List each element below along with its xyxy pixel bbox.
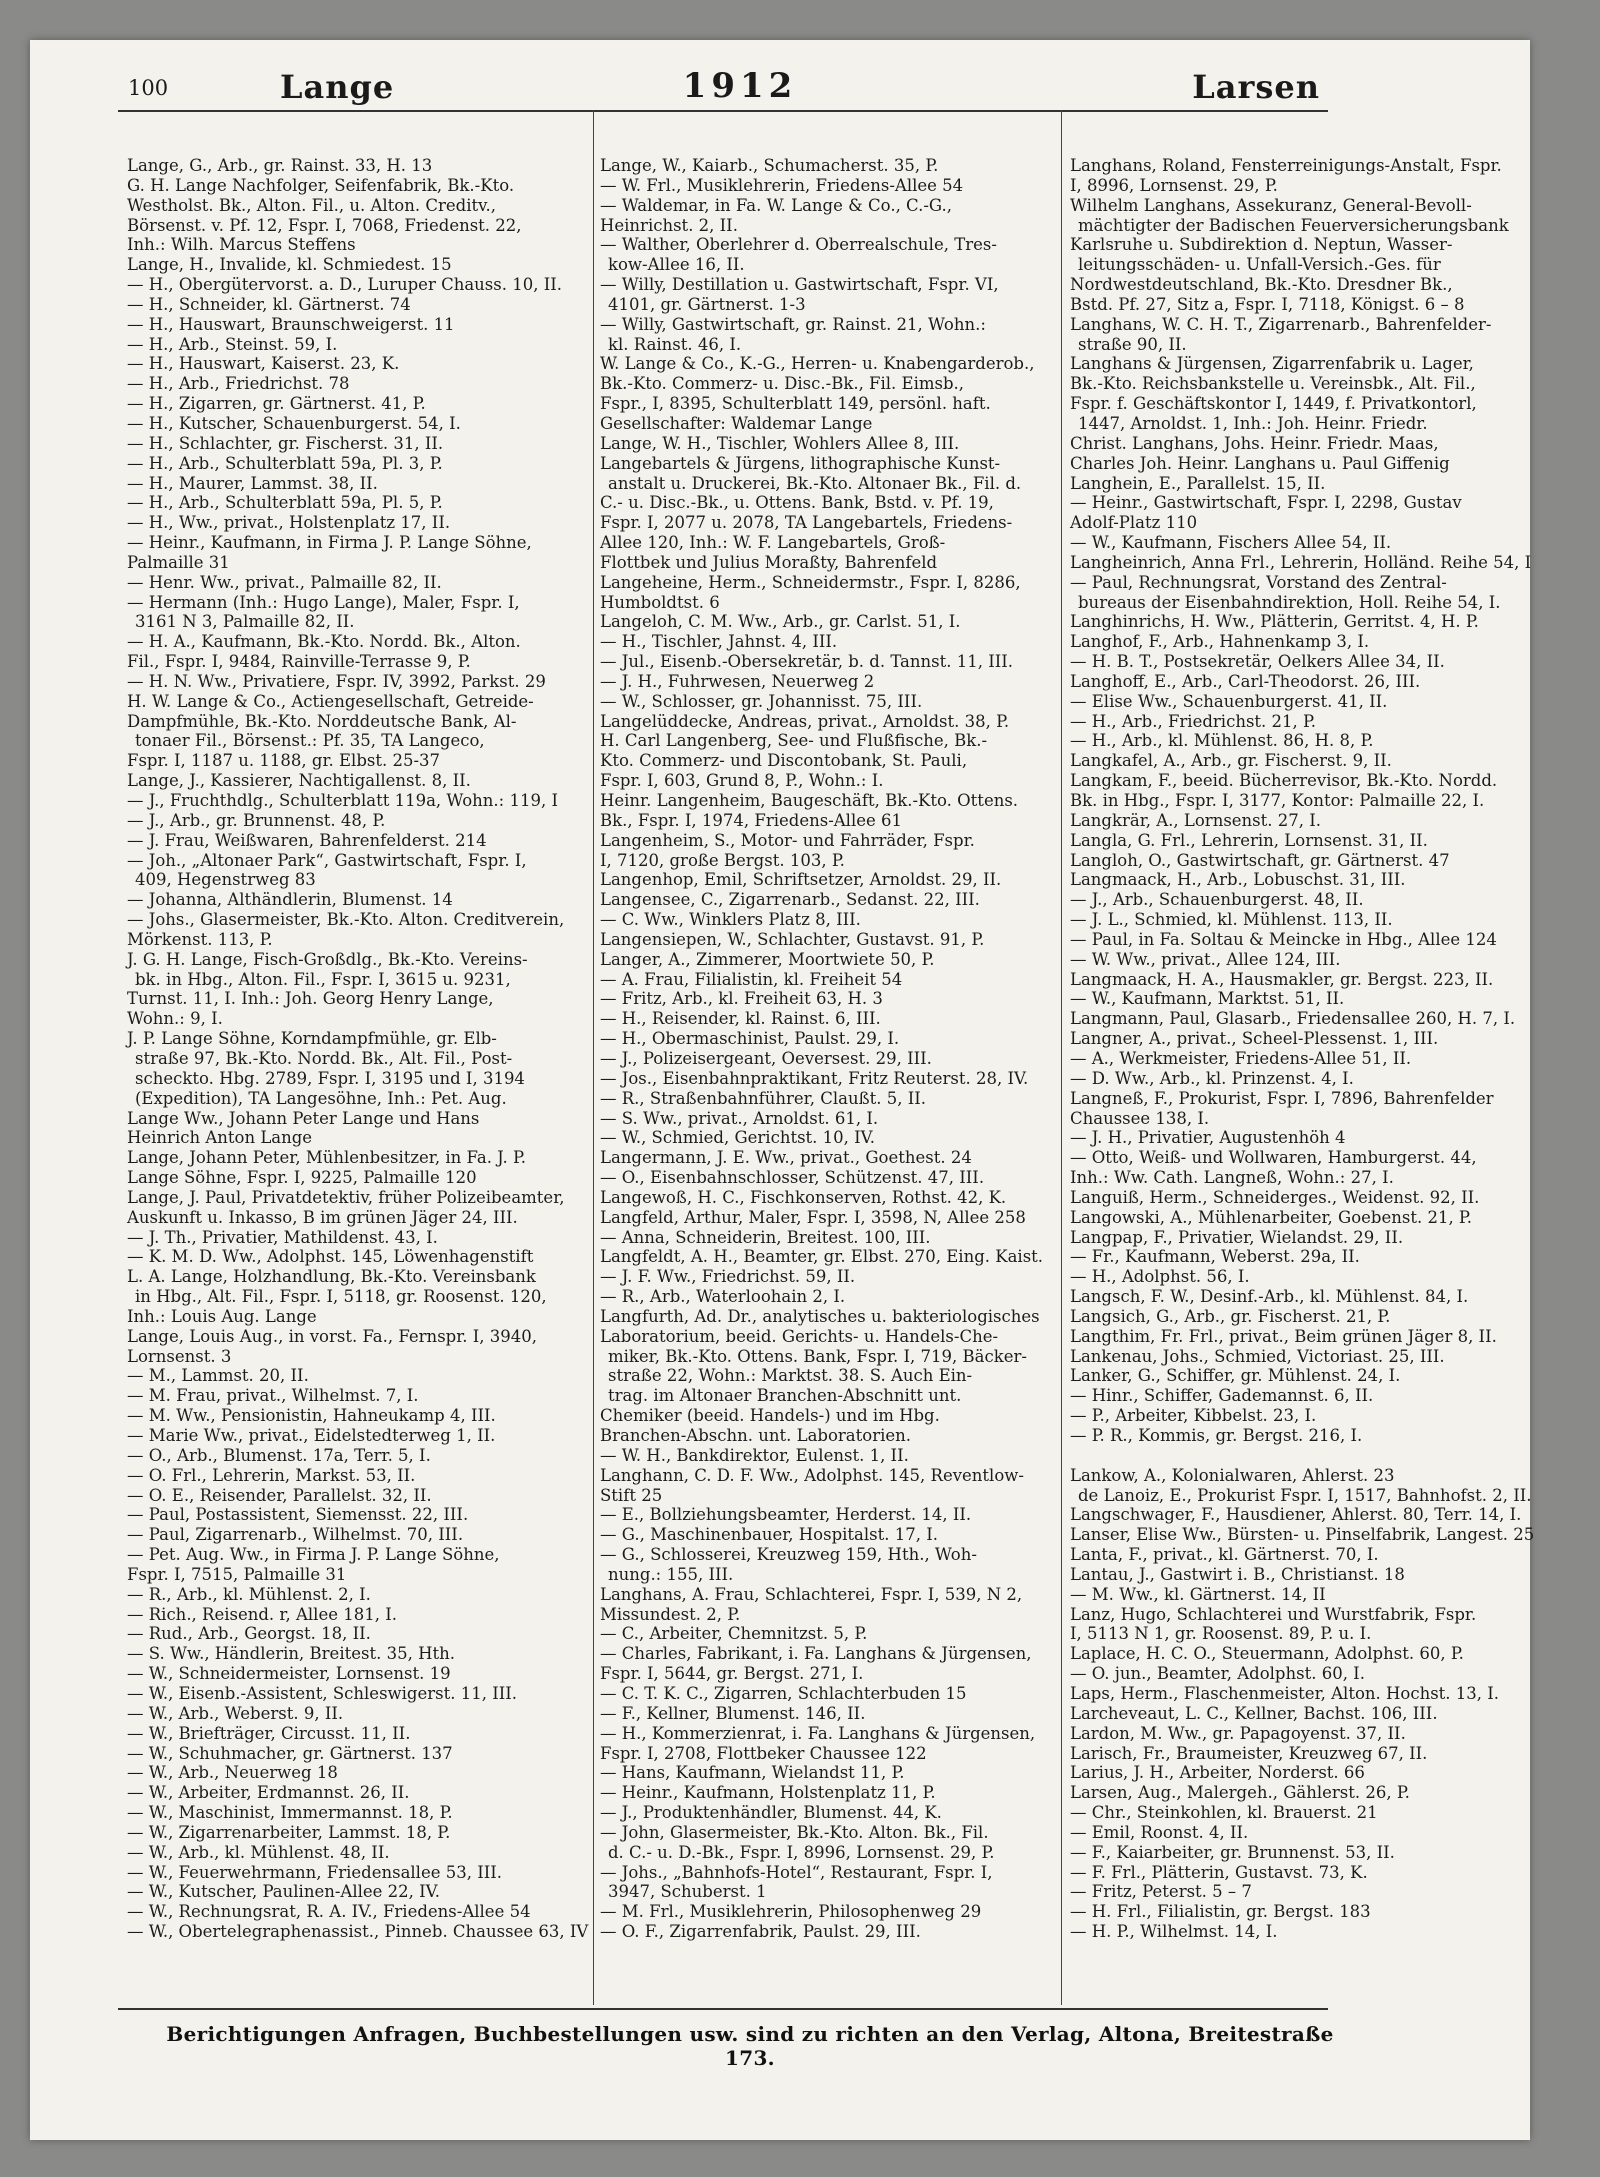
directory-line: — H., Maurer, Lammst. 38, II. — [127, 473, 378, 493]
directory-line: Auskunft u. Inkasso, B im grünen Jäger 24, III. — [127, 1207, 518, 1227]
directory-line: Charles Joh. Heinr. Langhans u. Paul Giffenig — [1070, 453, 1450, 473]
directory-line: — H., Schneider, kl. Gärtnerst. 74 — [127, 294, 411, 314]
directory-line: straße 97, Bk.-Kto. Nordd. Bk., Alt. Fil., Post- — [135, 1048, 513, 1068]
directory-line: — J. F. Ww., Friedrichst. 59, II. — [600, 1267, 856, 1287]
directory-line: — D. Ww., Arb., kl. Prinzenst. 4, I. — [1070, 1068, 1354, 1088]
directory-line: Lanser, Elise Ww., Bürsten- u. Pinselfabrik, Langest. 25 — [1070, 1525, 1535, 1545]
directory-line: Laps, Herm., Flaschenmeister, Alton. Hochst. 13, I. — [1070, 1683, 1500, 1703]
directory-line: miker, Bk.-Kto. Ottens. Bank, Fspr. I, 719, Bäcker- — [608, 1346, 1027, 1366]
directory-line: — Waldemar, in Fa. W. Lange & Co., C.-G., — [600, 195, 952, 215]
directory-line: I, 8996, Lornsenst. 29, P. — [1070, 175, 1278, 195]
directory-line: — H., Arb., Friedrichst. 21, P. — [1070, 711, 1317, 731]
directory-line: J. G. H. Lange, Fisch-Großdlg., Bk.-Kto. Vereins- — [127, 949, 528, 969]
directory-line: — H., Zigarren, gr. Gärtnerst. 41, P. — [127, 394, 426, 414]
directory-line: Chaussee 138, I. — [1070, 1108, 1210, 1128]
directory-line: — W., Schneidermeister, Lornsenst. 19 — [127, 1664, 451, 1684]
directory-line: trag. im Altonaer Branchen-Abschnitt unt. — [608, 1386, 962, 1406]
directory-line: — W., Rechnungsrat, R. A. IV., Friedens-Allee 54 — [127, 1902, 531, 1922]
directory-line — [1070, 1446, 1332, 1466]
directory-line: — Johs., Glasermeister, Bk.-Kto. Alton. Creditverein, — [127, 910, 565, 930]
page-header — [120, 62, 1320, 106]
directory-line: — Jos., Eisenbahnpraktikant, Fritz Reuterst. 28, IV. — [600, 1068, 1029, 1088]
directory-line: Heinrich Anton Lange — [127, 1128, 313, 1148]
directory-line: — P., Arbeiter, Kibbelst. 23, I. — [1070, 1406, 1317, 1426]
directory-line: straße 90, II. — [1078, 334, 1187, 354]
directory-line: Languiß, Herm., Schneiderges., Weidenst. 92, II. — [1070, 1187, 1480, 1207]
directory-line: Bk., Fspr. I, 1974, Friedens-Allee 61 — [600, 810, 903, 830]
directory-line: Stift 25 — [600, 1485, 663, 1505]
directory-line: — O., Arb., Blumenst. 17a, Terr. 5, I. — [127, 1445, 431, 1465]
directory-line: Larsen, Aug., Malergeh., Gählerst. 26, P. — [1070, 1783, 1410, 1803]
directory-line: Lange, J. Paul, Privatdetektiv, früher Polizeibeamter, — [127, 1187, 565, 1207]
directory-line: — Heinr., Kaufmann, in Firma J. P. Lange Söhne, — [127, 533, 532, 553]
header-rule — [118, 110, 1328, 112]
directory-line: — W., Feuerwehrmann, Friedensallee 53, III. — [127, 1862, 503, 1882]
directory-line: Inh.: Louis Aug. Lange — [127, 1306, 317, 1326]
directory-line: Langloh, O., Gastwirtschaft, gr. Gärtnerst. 47 — [1070, 850, 1450, 870]
directory-line: I, 5113 N 1, gr. Roosenst. 89, P. u. I. — [1070, 1624, 1372, 1644]
directory-line: Heinr. Langenheim, Baugeschäft, Bk.-Kto. Ottens. — [600, 791, 1019, 810]
directory-line: Langhans, Roland, Fensterreinigungs-Anstalt, Fspr. — [1070, 156, 1502, 175]
directory-line: Karlsruhe u. Subdirektion d. Neptun, Wasser- — [1070, 235, 1453, 255]
directory-line: — J. Frau, Weißwaren, Bahrenfelderst. 214 — [127, 830, 487, 850]
directory-line: — W. Ww., privat., Allee 124, III. — [1070, 949, 1341, 969]
directory-line: — W., Briefträger, Circusst. 11, II. — [127, 1723, 411, 1743]
directory-line: — J. Th., Privatier, Mathildenst. 43, I. — [127, 1227, 438, 1247]
directory-line: — O., Eisenbahnschlosser, Schützenst. 47, III. — [600, 1168, 985, 1188]
directory-line: — W., Arb., kl. Mühlenst. 48, II. — [127, 1842, 390, 1862]
publisher-note: Berichtigungen Anfragen, Buchbestellungen usw. sind zu richten an den Verlag, Altona, Breitestraße 173. — [166, 2022, 1334, 2070]
directory-line: Langheinrich, Anna Frl., Lehrerin, Holländ. Reihe 54, I — [1070, 552, 1532, 572]
directory-line: — Hans, Kaufmann, Wielandst 11, P. — [600, 1763, 905, 1783]
directory-line: Langhein, E., Parallelst. 15, II. — [1070, 473, 1326, 493]
directory-line: — C. Ww., Winklers Platz 8, III. — [600, 910, 861, 930]
directory-line: — Heinr., Kaufmann, Holstenplatz 11, P. — [600, 1783, 936, 1803]
directory-line: Langhoff, E., Arb., Carl-Theodorst. 26, III. — [1070, 671, 1421, 691]
directory-line: Lange, W. H., Tischler, Wohlers Allee 8, III. — [600, 433, 960, 453]
directory-line: Bk.-Kto. Reichsbankstelle u. Vereinsbk., Alt. Fil., — [1070, 374, 1476, 394]
directory-line: Larisch, Fr., Braumeister, Kreuzweg 67, II. — [1070, 1743, 1428, 1763]
directory-line: — Paul, Rechnungsrat, Vorstand des Zentral- — [1070, 572, 1447, 592]
directory-line: Turnst. 11, I. Inh.: Joh. Georg Henry Lange, — [127, 989, 494, 1009]
directory-line: 3947, Schuberst. 1 — [608, 1882, 767, 1902]
directory-line: — H., Hauswart, Braunschweigerst. 11 — [127, 314, 455, 334]
directory-line: — W., Schuhmacher, gr. Gärtnerst. 137 — [127, 1743, 453, 1763]
directory-line: — W. Frl., Musiklehrerin, Friedens-Allee 54 — [600, 175, 964, 195]
directory-line: Langneß, F., Prokurist, Fspr. I, 7896, Bahrenfelder — [1070, 1088, 1494, 1108]
directory-line: — Walther, Oberlehrer d. Oberrealschule, Tres- — [600, 235, 997, 255]
directory-line: H. Carl Langenberg, See- und Flußfische, Bk.- — [600, 731, 988, 751]
directory-line: Langla, G. Frl., Lehrerin, Lornsenst. 31, II. — [1070, 830, 1428, 850]
directory-line: — W. H., Bankdirektor, Eulenst. 1, II. — [600, 1445, 909, 1465]
directory-line: — Paul, Zigarrenarb., Wilhelmst. 70, III. — [127, 1525, 464, 1545]
directory-line: — H., Arb., Schulterblatt 59a, Pl. 5, P. — [127, 493, 443, 513]
directory-line: — Fritz, Arb., kl. Freiheit 63, H. 3 — [600, 989, 883, 1009]
directory-line: Lange, J., Kassierer, Nachtigallenst. 8, II. — [127, 771, 471, 791]
directory-line: — H. B. T., Postsekretär, Oelkers Allee 34, II. — [1070, 652, 1445, 672]
directory-line: — H., Schlachter, gr. Fischerst. 31, II. — [127, 433, 444, 453]
directory-line: — Heinr., Gastwirtschaft, Fspr. I, 2298, Gustav — [1070, 493, 1462, 513]
directory-line: — H. Frl., Filialistin, gr. Bergst. 183 — [1070, 1902, 1371, 1922]
directory-line: 3161 N 3, Palmaille 82, II. — [135, 612, 355, 632]
directory-line: — W., Arbeiter, Erdmannst. 26, II. — [127, 1783, 410, 1803]
directory-line: — Fritz, Peterst. 5 – 7 — [1070, 1882, 1252, 1902]
directory-line: — Jul., Eisenb.-Obersekretär, b. d. Tannst. 11, III. — [600, 652, 1014, 672]
directory-line: — A., Werkmeister, Friedens-Allee 51, II. — [1070, 1048, 1412, 1068]
directory-line: — H. P., Wilhelmst. 14, I. — [1070, 1922, 1278, 1942]
directory-line: Adolf-Platz 110 — [1070, 513, 1198, 533]
directory-line: — E., Bollziehungsbeamter, Herderst. 14, II. — [600, 1505, 972, 1525]
directory-line: — Emil, Roonst. 4, II. — [1070, 1822, 1249, 1842]
directory-line: Langkam, F., beeid. Bücherrevisor, Bk.-Kto. Nordd. — [1070, 771, 1498, 791]
directory-line: de Lanoiz, E., Prokurist Fspr. I, 1517, Bahnhofst. 2, II. — [1078, 1485, 1532, 1505]
directory-line: — H., Reisender, kl. Rainst. 6, III. — [600, 1009, 881, 1029]
directory-line: Lange, Johann Peter, Mühlenbesitzer, in Fa. J. P. — [127, 1148, 527, 1168]
directory-line: Allee 120, Inh.: W. F. Langebartels, Groß- — [600, 533, 946, 553]
directory-line: leitungsschäden- u. Unfall-Versich.-Ges. für — [1078, 255, 1441, 275]
directory-line: — H., Arb., Steinst. 59, I. — [127, 334, 338, 354]
directory-line: Langthim, Fr. Frl., privat., Beim grünen Jäger 8, II. — [1070, 1326, 1497, 1346]
directory-line: Langner, A., privat., Scheel-Plessenst. 1, III. — [1070, 1029, 1439, 1049]
directory-line: — Fr., Kaufmann, Weberst. 29a, II. — [1070, 1247, 1360, 1267]
directory-line: — J. H., Fuhrwesen, Neuerweg 2 — [600, 671, 875, 691]
directory-line: — J., Fruchthdlg., Schulterblatt 119a, Wohn.: 119, I — [127, 791, 558, 810]
directory-line: Fspr. I, 1187 u. 1188, gr. Elbst. 25-37 — [127, 751, 441, 771]
directory-line: Langschwager, F., Hausdiener, Ahlerst. 80, Terr. 14, I. — [1070, 1505, 1522, 1525]
directory-line: Lange, G., Arb., gr. Rainst. 33, H. 13 — [127, 156, 433, 175]
directory-line: Langsch, F. W., Desinf.-Arb., kl. Mühlenst. 84, I. — [1070, 1287, 1469, 1307]
directory-line: — W., Zigarrenarbeiter, Lammst. 18, P. — [127, 1822, 451, 1842]
directory-line: — S. Ww., Händlerin, Breitest. 35, Hth. — [127, 1644, 455, 1664]
directory-line: Langmaack, H., Arb., Lobuschst. 31, III. — [1070, 870, 1406, 890]
directory-line: — Charles, Fabrikant, i. Fa. Langhans & Jürgensen, — [600, 1644, 1032, 1664]
directory-line: — J., Produktenhändler, Blumenst. 44, K. — [600, 1803, 942, 1823]
directory-line: — H. N. Ww., Privatiere, Fspr. IV, 3992, Parkst. 29 — [127, 671, 546, 691]
directory-line: — O. jun., Beamter, Adolphst. 60, I. — [1070, 1664, 1365, 1684]
directory-line: — H., Tischler, Jahnst. 4, III. — [600, 632, 838, 652]
directory-line: — W., Kaufmann, Marktst. 51, II. — [1070, 989, 1345, 1009]
directory-line: Humboldtst. 6 — [600, 592, 720, 612]
directory-line: — W., Kutscher, Paulinen-Allee 22, IV. — [127, 1882, 440, 1902]
directory-line: — O. Frl., Lehrerin, Markst. 53, II. — [127, 1465, 416, 1485]
directory-line: — Anna, Schneiderin, Breitest. 100, III. — [600, 1227, 931, 1247]
directory-line: — W., Arb., Weberst. 9, II. — [127, 1703, 344, 1723]
directory-line: Langewoß, H. C., Fischkonserven, Rothst. 42, K. — [600, 1187, 1007, 1207]
directory-line: Palmaille 31 — [127, 552, 230, 572]
header-left-keyword: Lange — [280, 68, 395, 106]
directory-line: kow-Allee 16, II. — [608, 255, 745, 275]
directory-line: — M. Frl., Musiklehrerin, Philosophenweg 29 — [600, 1902, 982, 1922]
directory-line: — P. R., Kommis, gr. Bergst. 216, I. — [1070, 1426, 1363, 1445]
directory-line: — H., Obermaschinist, Paulst. 29, I. — [600, 1029, 900, 1049]
directory-line: — F., Kellner, Blumenst. 146, II. — [600, 1703, 866, 1723]
directory-line: — J., Arb., gr. Brunnenst. 48, P. — [127, 810, 386, 830]
directory-line: Chemiker (beeid. Handels-) und im Hbg. — [600, 1406, 940, 1426]
directory-line: — H., Kommerzienrat, i. Fa. Langhans & Jürgensen, — [600, 1723, 1036, 1743]
directory-line: Nordwestdeutschland, Bk.-Kto. Dresdner Bk., — [1070, 275, 1453, 295]
directory-line: Laboratorium, beeid. Gerichts- u. Handels-Che- — [600, 1326, 999, 1346]
directory-line: — Paul, Postassistent, Siemensst. 22, III. — [127, 1505, 469, 1525]
header-right-keyword: Larsen — [1192, 68, 1320, 106]
directory-line: Langowski, A., Mühlenarbeiter, Goebenst. 21, P. — [1070, 1207, 1472, 1227]
directory-line: — Hinr., Schiffer, Gademannst. 6, II. — [1070, 1386, 1374, 1406]
directory-line: Lankenau, Johs., Schmied, Victoriast. 25, III. — [1070, 1346, 1445, 1366]
directory-line: — H., Arb., Friedrichst. 78 — [127, 374, 350, 394]
directory-line: Langensiepen, W., Schlachter, Gustavst. 91, P. — [600, 929, 985, 949]
directory-line: — S. Ww., privat., Arnoldst. 61, I. — [600, 1108, 879, 1128]
directory-line: Langhans & Jürgensen, Zigarrenfabrik u. Lager, — [1070, 354, 1474, 374]
directory-line: — W., Kaufmann, Fischers Allee 54, II. — [1070, 533, 1392, 553]
directory-line: mächtigter der Badischen Feuerversicherungsbank — [1078, 215, 1509, 235]
directory-line: — H., Arb., kl. Mühlenst. 86, H. 8, P. — [1070, 731, 1374, 751]
directory-line: Flottbek und Julius Moraßty, Bahrenfeld — [600, 552, 938, 572]
directory-line: Langhof, F., Arb., Hahnenkamp 3, I. — [1070, 632, 1370, 652]
directory-line: — M., Lammst. 20, II. — [127, 1366, 309, 1386]
directory-line: bk. in Hbg., Alton. Fil., Fspr. I, 3615 u. 9231, — [135, 969, 511, 989]
directory-line: — Paul, in Fa. Soltau & Meincke in Hbg., Allee 124 — [1070, 929, 1497, 949]
column-divider-1 — [593, 110, 594, 2005]
directory-line: — Johanna, Althändlerin, Blumenst. 14 — [127, 890, 453, 910]
directory-line: nung.: 155, III. — [608, 1564, 734, 1584]
column-1 — [127, 156, 587, 1942]
directory-line: — M. Frau, privat., Wilhelmst. 7, I. — [127, 1386, 419, 1406]
directory-line: Kto. Commerz- und Discontobank, St. Pauli, — [600, 751, 968, 771]
directory-line: Langensee, C., Zigarrenarb., Sedanst. 22, III. — [600, 890, 980, 910]
directory-line: anstalt u. Druckerei, Bk.-Kto. Altonaer Bk., Fil. d. — [608, 473, 1022, 493]
directory-line: Wohn.: 9, I. — [127, 1009, 223, 1029]
directory-line: Fspr. I, 7515, Palmaille 31 — [127, 1564, 347, 1584]
directory-line: Langfurth, Ad. Dr., analytisches u. bakteriologisches — [600, 1306, 1040, 1326]
directory-line: Fspr. I, 2077 u. 2078, TA Langebartels, Friedens- — [600, 513, 1013, 533]
directory-line: — O. E., Reisender, Parallelst. 32, II. — [127, 1485, 432, 1505]
directory-line: Lange Söhne, Fspr. I, 9225, Palmaille 120 — [127, 1168, 477, 1188]
directory-line: Heinrichst. 2, II. — [600, 215, 738, 235]
directory-line: Inh.: Wilh. Marcus Steffens — [127, 235, 356, 255]
directory-line: — H., Ww., privat., Holstenplatz 17, II. — [127, 513, 451, 533]
directory-line: — K. M. D. Ww., Adolphst. 145, Löwenhagenstift — [127, 1247, 534, 1267]
directory-line: — H., Hauswart, Kaiserst. 23, K. — [127, 354, 400, 374]
directory-line: — Joh., „Altonaer Park“, Gastwirtschaft, Fspr. I, — [127, 850, 527, 870]
directory-line: Langermann, J. E. Ww., privat., Goethest. 24 — [600, 1148, 972, 1168]
directory-line: — R., Arb., Waterloohain 2, I. — [600, 1287, 846, 1307]
directory-line: J. P. Lange Söhne, Korndampfmühle, gr. Elb- — [127, 1029, 497, 1049]
directory-line: C.- u. Disc.-Bk., u. Ottens. Bank, Bstd. v. Pf. 19, — [600, 493, 994, 513]
directory-line: Mörkenst. 113, P. — [127, 929, 273, 949]
directory-line: Langkafel, A., Arb., gr. Fischerst. 9, II. — [1070, 751, 1392, 771]
directory-line: Branchen-Abschn. unt. Laboratorien. — [600, 1426, 911, 1445]
directory-line: Bstd. Pf. 27, Sitz a, Fspr. I, 7118, Königst. 6 – 8 — [1070, 294, 1465, 314]
directory-line: 409, Hegenstrweg 83 — [135, 870, 316, 890]
directory-line: Langhann, C. D. F. Ww., Adolphst. 145, Reventlow- — [600, 1465, 1024, 1485]
directory-line: Langebartels & Jürgens, lithographische Kunst- — [600, 453, 1001, 473]
directory-line: — J. L., Schmied, kl. Mühlenst. 113, II. — [1070, 910, 1393, 930]
directory-line: — H., Arb., Schulterblatt 59a, Pl. 3, P. — [127, 453, 443, 473]
directory-line: Lanta, F., privat., kl. Gärtnerst. 70, I. — [1070, 1545, 1379, 1565]
directory-line: Fspr. f. Geschäftskontor I, 1449, f. Privatkontorl, — [1070, 394, 1477, 414]
directory-line: — Pet. Aug. Ww., in Firma J. P. Lange Söhne, — [127, 1545, 500, 1565]
page-number: 100 — [128, 76, 169, 100]
directory-line: — W., Eisenb.-Assistent, Schleswigerst. 11, III. — [127, 1683, 518, 1703]
directory-line: Langpap, F., Privatier, Wielandst. 29, II. — [1070, 1227, 1404, 1247]
directory-line: Langenhop, Emil, Schriftsetzer, Arnoldst. 29, II. — [600, 870, 1002, 890]
directory-line: — H., Kutscher, Schauenburgerst. 54, I. — [127, 413, 461, 433]
directory-line: Langfeldt, A. H., Beamter, gr. Elbst. 270, Eing. Kaist. — [600, 1247, 1044, 1267]
column-divider-2 — [1061, 110, 1062, 2005]
directory-line: — H., Adolphst. 56, I. — [1070, 1267, 1250, 1287]
directory-line: Langhinrichs, H. Ww., Plätterin, Gerritst. 4, H. P. — [1070, 612, 1479, 632]
directory-line: Bk. in Hbg., Fspr. I, 3177, Kontor: Palmaille 22, I. — [1070, 791, 1485, 810]
directory-line: — F., Kaiarbeiter, gr. Brunnenst. 53, II. — [1070, 1842, 1395, 1862]
header-year: 1912 — [682, 66, 798, 106]
directory-line: straße 22, Wohn.: Marktst. 38. S. Auch Ein- — [608, 1366, 973, 1386]
directory-line: — C. T. K. C., Zigarren, Schlachterbuden 15 — [600, 1683, 967, 1703]
directory-line: — Johs., „Bahnhofs-Hotel“, Restaurant, Fspr. I, — [600, 1862, 993, 1882]
directory-line: Dampfmühle, Bk.-Kto. Norddeutsche Bank, Al- — [127, 711, 517, 731]
directory-line: Langeloh, C. M. Ww., Arb., gr. Carlst. 51, I. — [600, 612, 961, 632]
directory-line: — J. H., Privatier, Augustenhöh 4 — [1070, 1128, 1346, 1148]
directory-line: (Expedition), TA Langesöhne, Inh.: Pet. Aug. — [135, 1088, 507, 1108]
directory-line: Laplace, H. C. O., Steuermann, Adolphst. 60, P. — [1070, 1644, 1464, 1664]
directory-line: Langhans, A. Frau, Schlachterei, Fspr. I, 539, N 2, — [600, 1584, 1023, 1604]
directory-line: Langsich, G., Arb., gr. Fischerst. 21, P. — [1070, 1306, 1391, 1326]
directory-line: Fil., Fspr. I, 9484, Rainville-Terrasse 9, P. — [127, 652, 471, 672]
column-3 — [1070, 156, 1535, 1942]
directory-line: Lange, Louis Aug., in vorst. Fa., Fernspr. I, 3940, — [127, 1326, 538, 1346]
directory-line: Langhans, W. C. H. T., Zigarrenarb., Bahrenfelder- — [1070, 314, 1492, 334]
directory-line: — C., Arbeiter, Chemnitzst. 5, P. — [600, 1624, 868, 1644]
directory-line: — A. Frau, Filialistin, kl. Freiheit 54 — [600, 969, 903, 989]
directory-line: scheckto. Hbg. 2789, Fspr. I, 3195 und I, 3194 — [135, 1068, 525, 1088]
directory-line: Fspr. I, 603, Grund 8, P., Wohn.: I. — [600, 771, 884, 791]
directory-line: — J., Polizeisergeant, Oeversest. 29, III. — [600, 1048, 932, 1068]
directory-line: — J., Arb., Schauenburgerst. 48, II. — [1070, 890, 1364, 910]
directory-line: Fspr. I, 5644, gr. Bergst. 271, I. — [600, 1664, 864, 1684]
directory-line: Fspr. I, 2708, Flottbeker Chaussee 122 — [600, 1743, 927, 1763]
directory-line: I, 7120, große Bergst. 103, P. — [600, 850, 845, 870]
directory-line: — Chr., Steinkohlen, kl. Brauerst. 21 — [1070, 1803, 1378, 1823]
directory-line: L. A. Lange, Holzhandlung, Bk.-Kto. Vereinsbank — [127, 1267, 536, 1287]
directory-line: Langenheim, S., Motor- und Fahrräder, Fspr. — [600, 830, 975, 850]
directory-line: in Hbg., Alt. Fil., Fspr. I, 5118, gr. Roosenst. 120, — [135, 1287, 547, 1307]
directory-line: — W., Obertelegraphenassist., Pinneb. Chaussee 63, IV — [127, 1922, 589, 1942]
directory-line: Langfeld, Arthur, Maler, Fspr. I, 3598, N, Allee 258 — [600, 1207, 1026, 1227]
directory-line: bureaus der Eisenbahndirektion, Holl. Reihe 54, I. — [1078, 592, 1501, 612]
directory-line: Lanz, Hugo, Schlachterei und Wurstfabrik, Fspr. — [1070, 1604, 1477, 1624]
directory-line: — H., Obergütervorst. a. D., Luruper Chauss. 10, II. — [127, 275, 562, 295]
directory-line: Larcheveaut, L. C., Kellner, Bachst. 106, III. — [1070, 1703, 1438, 1723]
directory-line: G. H. Lange Nachfolger, Seifenfabrik, Bk.-Kto. — [127, 175, 515, 195]
directory-line: Langelüddecke, Andreas, privat., Arnoldst. 38, P. — [600, 711, 1010, 731]
directory-line: — Hermann (Inh.: Hugo Lange), Maler, Fspr. I, — [127, 592, 520, 612]
directory-line: Börsenst. v. Pf. 12, Fspr. I, 7068, Friedenst. 22, — [127, 215, 522, 235]
directory-line: Lankow, A., Kolonialwaren, Ahlerst. 23 — [1070, 1465, 1395, 1485]
directory-line: Fspr., I, 8395, Schulterblatt 149, persönl. haft. — [600, 394, 991, 414]
directory-line: — Rich., Reisend. r, Allee 181, I. — [127, 1604, 397, 1624]
directory-line: — R., Straßenbahnführer, Claußt. 5, II. — [600, 1088, 926, 1108]
directory-line: Lange, H., Invalide, kl. Schmiedest. 15 — [127, 255, 452, 275]
directory-line: — Marie Ww., privat., Eidelstedterweg 1, II. — [127, 1426, 496, 1445]
directory-line: H. W. Lange & Co., Actiengesellschaft, Getreide- — [127, 691, 534, 711]
directory-line: Bk.-Kto. Commerz- u. Disc.-Bk., Fil. Eimsb., — [600, 374, 965, 394]
directory-line: — W., Schlosser, gr. Johannisst. 75, III. — [600, 691, 923, 711]
directory-line: Christ. Langhans, Johs. Heinr. Friedr. Maas, — [1070, 433, 1439, 453]
directory-line: — Elise Ww., Schauenburgerst. 41, II. — [1070, 691, 1388, 711]
directory-line: — Otto, Weiß- und Wollwaren, Hamburgerst. 44, — [1070, 1148, 1477, 1168]
footer-rule — [118, 2008, 1328, 2010]
directory-line: — Willy, Gastwirtschaft, gr. Rainst. 21, Wohn.: — [600, 314, 986, 334]
directory-line: Lantau, J., Gastwirt i. B., Christianst. 18 — [1070, 1564, 1405, 1584]
directory-line: — W., Schmied, Gerichtst. 10, IV. — [600, 1128, 875, 1148]
directory-line: Lornsenst. 3 — [127, 1346, 232, 1366]
directory-line: — Rud., Arb., Georgst. 18, II. — [127, 1624, 371, 1644]
directory-line: Langer, A., Zimmerer, Moortwiete 50, P. — [600, 949, 935, 969]
directory-line: Lange Ww., Johann Peter Lange und Hans — [127, 1108, 480, 1128]
directory-line: d. C.- u. D.-Bk., Fspr. I, 8996, Lornsenst. 29, P. — [608, 1842, 995, 1862]
directory-line: — O. F., Zigarrenfabrik, Paulst. 29, III. — [600, 1922, 921, 1942]
directory-line: Westholst. Bk., Alton. Fil., u. Alton. Creditv., — [127, 195, 496, 215]
directory-line: — W., Maschinist, Immermannst. 18, P. — [127, 1803, 453, 1823]
directory-line: tonaer Fil., Börsenst.: Pf. 35, TA Langeco, — [135, 731, 485, 751]
directory-line: Langkrär, A., Lornsenst. 27, I. — [1070, 810, 1322, 830]
directory-line: 1447, Arnoldst. 1, Inh.: Joh. Heinr. Friedr. — [1078, 413, 1428, 433]
directory-line: — M. Ww., kl. Gärtnerst. 14, II — [1070, 1584, 1326, 1604]
directory-line: — John, Glasermeister, Bk.-Kto. Alton. Bk., Fil. — [600, 1822, 989, 1842]
directory-line: Gesellschafter: Waldemar Lange — [600, 413, 873, 433]
directory-line: — Willy, Destillation u. Gastwirtschaft, Fspr. VI, — [600, 275, 999, 295]
directory-line: — F. Frl., Plätterin, Gustavst. 73, K. — [1070, 1862, 1368, 1882]
column-2 — [600, 156, 1060, 1942]
directory-line: Larius, J. H., Arbeiter, Norderst. 66 — [1070, 1763, 1365, 1783]
directory-line: Langmaack, H. A., Hausmakler, gr. Bergst. 223, II. — [1070, 969, 1494, 989]
directory-line: — R., Arb., kl. Mühlenst. 2, I. — [127, 1584, 371, 1604]
directory-line: kl. Rainst. 46, I. — [608, 334, 742, 354]
directory-line: — W., Arb., Neuerweg 18 — [127, 1763, 338, 1783]
directory-line: Missundest. 2, P. — [600, 1604, 741, 1624]
directory-line: — H. A., Kaufmann, Bk.-Kto. Nordd. Bk., Alton. — [127, 632, 521, 652]
directory-line: Inh.: Ww. Cath. Langneß, Wohn.: 27, I. — [1070, 1168, 1394, 1188]
directory-line: 4101, gr. Gärtnerst. 1-3 — [608, 294, 806, 314]
directory-line: — M. Ww., Pensionistin, Hahneukamp 4, III. — [127, 1406, 496, 1426]
directory-line: — G., Maschinenbauer, Hospitalst. 17, I. — [600, 1525, 939, 1545]
directory-line: Wilhelm Langhans, Assekuranz, General-Bevoll- — [1070, 195, 1472, 215]
directory-line: — Henr. Ww., privat., Palmaille 82, II. — [127, 572, 442, 592]
directory-line: W. Lange & Co., K.-G., Herren- u. Knabengarderob., — [600, 354, 1035, 374]
directory-line: Lanker, G., Schiffer, gr. Mühlenst. 24, I. — [1070, 1366, 1401, 1386]
directory-line: — G., Schlosserei, Kreuzweg 159, Hth., Woh- — [600, 1545, 977, 1565]
directory-line: Langmann, Paul, Glasarb., Friedensallee 260, H. 7, I. — [1070, 1009, 1516, 1029]
directory-line: Lardon, M. Ww., gr. Papagoyenst. 37, II. — [1070, 1723, 1406, 1743]
directory-line: Lange, W., Kaiarb., Schumacherst. 35, P. — [600, 156, 939, 175]
directory-line: Langeheine, Herm., Schneidermstr., Fspr. I, 8286, — [600, 572, 1021, 592]
